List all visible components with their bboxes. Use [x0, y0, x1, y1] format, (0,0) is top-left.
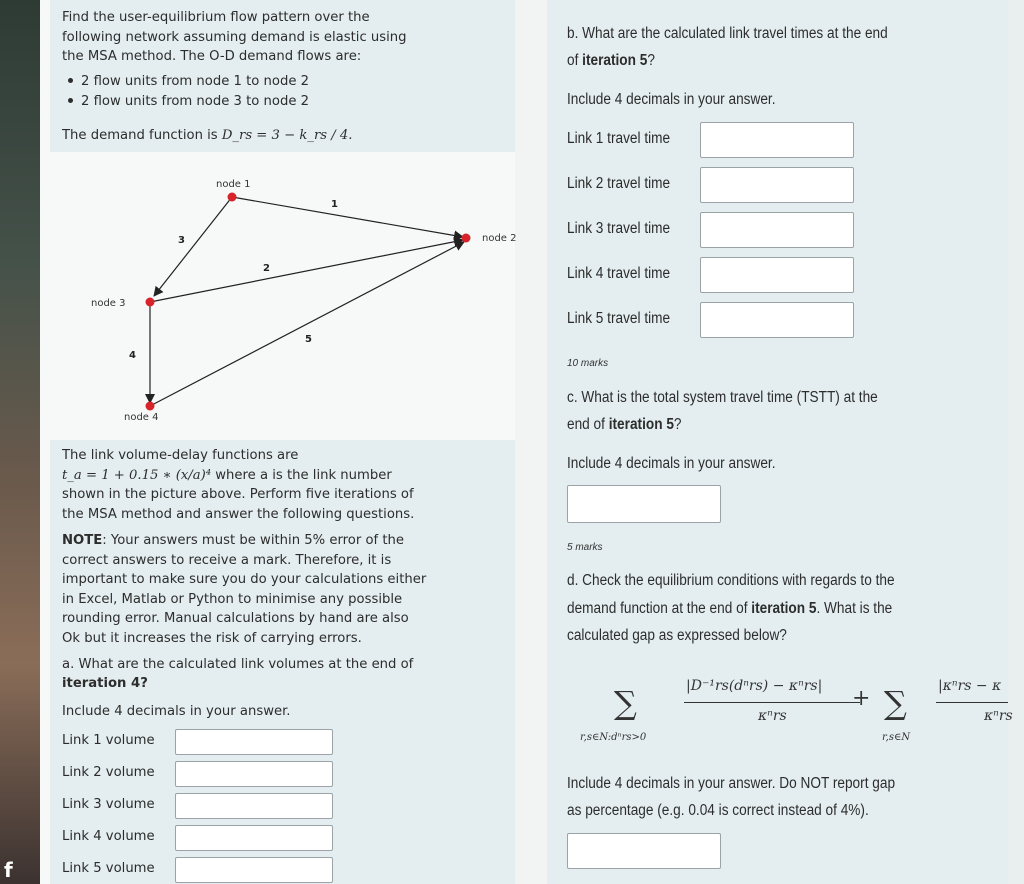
link-3-volume-row [62, 793, 342, 819]
link-5-time-label: Link 5 travel time [567, 310, 671, 327]
bullet-item: 2 flow units from node 3 to node 2 [62, 92, 309, 112]
node-2-marker [462, 234, 471, 243]
bullet-icon [68, 78, 73, 83]
fraction-2-numerator: |κⁿrs − κ [938, 678, 1002, 694]
sum-symbol-2: ∑ [884, 684, 907, 722]
vdf-line-4: the MSA method and answer the following questions. [62, 507, 415, 522]
question-b-line-1: b. What are the calculated link travel times at the end [567, 25, 888, 42]
question-b-marks: 10 marks [567, 358, 609, 369]
node-4-marker [146, 402, 155, 411]
question-c-decimals: Include 4 decimals in your answer. [567, 455, 776, 472]
gap-input[interactable] [567, 833, 721, 869]
node-4-label: node 4 [124, 412, 159, 423]
network-diagram [60, 160, 540, 440]
link-5-arrow [150, 242, 464, 406]
photo-background-right [1008, 0, 1024, 884]
link-2-time-input[interactable] [700, 167, 854, 203]
link-4-time-row [567, 257, 857, 293]
link-4-volume-label: Link 4 volume [62, 829, 155, 844]
link-2-arrow [150, 240, 463, 302]
link-5-volume-label: Link 5 volume [62, 861, 155, 876]
link-4-time-input[interactable] [700, 257, 854, 293]
link-5-volume-row [62, 857, 342, 883]
link-1-arrow [232, 197, 463, 237]
link-1-time-label: Link 1 travel time [567, 130, 671, 147]
link-3-time-input[interactable] [700, 212, 854, 248]
demand-function-text: The demand function is D_rs = 3 − k_rs / 4. [62, 128, 353, 143]
sum-1-subscript: r,s∈N:dⁿrs>0 [580, 732, 647, 743]
link-1-label: 1 [331, 199, 338, 210]
intro-line-3: the MSA method. The O-D demand flows are: [62, 49, 362, 64]
link-2-time-label: Link 2 travel time [567, 175, 671, 192]
link-5-volume-input[interactable] [175, 857, 333, 883]
panel-gap [515, 0, 547, 884]
note-line-2: correct answers to receive a mark. Therefore, it is [62, 553, 392, 568]
link-1-time-row [567, 122, 857, 158]
plus-sign: + [852, 686, 871, 711]
link-1-volume-input[interactable] [175, 729, 333, 755]
note-line-6: Ok but it increases the risk of carrying errors. [62, 631, 362, 646]
node-1-marker [228, 193, 237, 202]
link-5-time-input[interactable] [700, 302, 854, 338]
link-3-time-row [567, 212, 857, 248]
note-line-3: important to make sure you do your calculations either [62, 572, 427, 587]
fraction-2-bar [936, 702, 1008, 703]
question-c-line-2: end of iteration 5? [567, 416, 682, 433]
link-4-volume-row [62, 825, 342, 851]
link-4-label: 4 [129, 350, 136, 361]
note-line-4: in Excel, Matlab or Python to minimise any possible [62, 592, 403, 607]
fraction-1-numerator: |D⁻¹rs(dⁿrs) − κⁿrs| [686, 678, 823, 694]
fraction-2-denominator: κⁿrs [984, 708, 1013, 724]
corner-glyph: f [4, 858, 13, 882]
link-2-label: 2 [263, 263, 270, 274]
link-3-volume-input[interactable] [175, 793, 333, 819]
question-b-decimals: Include 4 decimals in your answer. [567, 91, 776, 108]
question-d-line-2: demand function at the end of iteration 5. What is the [567, 600, 893, 617]
note-line-1: NOTE: Your answers must be within 5% error of the [62, 533, 405, 548]
link-3-label: 3 [178, 235, 185, 246]
node-2-label: node 2 [482, 233, 517, 244]
tstt-input[interactable] [567, 485, 721, 523]
fraction-1-bar [684, 702, 860, 703]
bullet-item: 2 flow units from node 1 to node 2 [62, 72, 309, 92]
question-d-line-1: d. Check the equilibrium conditions with regards to the [567, 572, 895, 589]
link-4-volume-input[interactable] [175, 825, 333, 851]
node-3-label: node 3 [91, 298, 126, 309]
intro-line-2: following network assuming demand is elastic using [62, 30, 407, 45]
gap-formula [560, 664, 1013, 754]
link-4-time-label: Link 4 travel time [567, 265, 671, 282]
note-line-5: rounding error. Manual calculations by hand are also [62, 611, 409, 626]
question-d-note-1: Include 4 decimals in your answer. Do NOT report gap [567, 775, 896, 792]
question-c-marks: 5 marks [567, 542, 603, 553]
link-1-time-input[interactable] [700, 122, 854, 158]
sum-2-subscript: r,s∈N [882, 732, 911, 743]
node-3-marker [146, 298, 155, 307]
question-a-decimals: Include 4 decimals in your answer. [62, 704, 291, 719]
link-3-arrow [154, 197, 232, 296]
vdf-line-3: shown in the picture above. Perform five iterations of [62, 487, 414, 502]
link-2-volume-label: Link 2 volume [62, 765, 155, 780]
vdf-line-2: t_a = 1 + 0.15 ∗ (x/a)⁴ where a is the link number [62, 468, 392, 483]
link-2-volume-row [62, 761, 342, 787]
link-2-time-row [567, 167, 857, 203]
link-1-volume-label: Link 1 volume [62, 733, 155, 748]
intro-line-1: Find the user-equilibrium flow pattern over the [62, 10, 370, 25]
bullet-icon [68, 98, 73, 103]
sum-symbol-1: ∑ [614, 684, 637, 722]
link-2-volume-input[interactable] [175, 761, 333, 787]
question-a-line-2: iteration 4? [62, 676, 148, 691]
vdf-line-1: The link volume-delay functions are [62, 448, 299, 463]
question-a-line-1: a. What are the calculated link volumes at the end of [62, 657, 414, 672]
fraction-1-denominator: κⁿrs [758, 708, 787, 724]
node-1-label: node 1 [216, 179, 251, 190]
question-d-note-2: as percentage (e.g. 0.04 is correct instead of 4%). [567, 802, 869, 819]
question-b-line-2: of iteration 5? [567, 52, 655, 69]
photo-background-left [0, 0, 40, 884]
link-3-volume-label: Link 3 volume [62, 797, 155, 812]
link-3-time-label: Link 3 travel time [567, 220, 671, 237]
question-d-line-3: calculated gap as expressed below? [567, 627, 787, 644]
question-c-line-1: c. What is the total system travel time (TSTT) at the [567, 389, 878, 406]
link-5-label: 5 [305, 334, 312, 345]
link-5-time-row [567, 302, 857, 338]
link-1-volume-row [62, 729, 342, 755]
